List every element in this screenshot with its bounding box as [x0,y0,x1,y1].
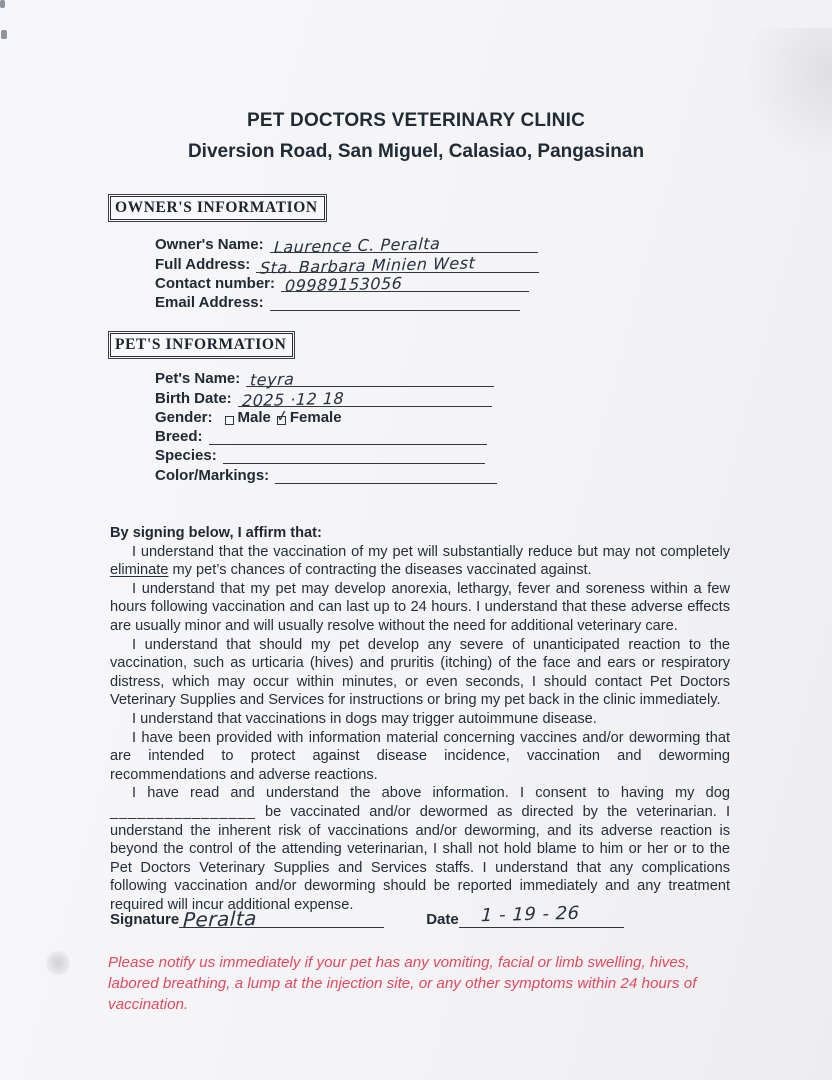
birth-date-field [155,387,497,410]
pet-information-fields [155,368,497,484]
email-address-field [155,292,539,311]
breed-label: Breed: [155,428,203,446]
consent-paragraph-4: I understand that vaccinations in dogs may trigger autoimmune disease. [132,710,597,727]
date-label: Date [426,911,459,928]
color-markings-line [275,467,497,484]
owner-name-line [270,234,538,258]
gender-label: Gender: [155,408,213,426]
consent-p1-text: I understand that the vaccination of my pet will substantially reduce but may not completely [132,543,730,560]
breed-line [209,428,487,445]
full-address-line [256,252,539,278]
owner-information-fields [155,234,539,311]
check-icon: ✓ [274,405,290,426]
consent-p1-text: my pet’s chances of contracting the diseases vaccinated against. [168,562,592,579]
scan-smudge-artifact [46,950,70,976]
email-address-line [270,294,520,311]
consent-paragraph-6 [110,784,730,914]
email-address-label: Email Address: [155,294,264,312]
consent-text-block [110,524,730,914]
species-field [155,445,497,464]
contact-number-handwritten-value: 09989153056 [284,273,403,296]
underlined-word: eliminate [110,562,169,579]
species-line [223,447,485,464]
birth-date-handwritten-value: 2025 ·12 18 [241,388,345,410]
pet-name-line [246,369,494,390]
full-address-label: Full Address: [155,255,251,273]
dog-name-blank: ________________ [110,803,256,820]
male-checkbox [225,416,234,425]
pet-name-field [155,368,497,390]
signature-label: Signature [110,911,180,928]
consent-paragraph-2: I understand that my pet may develop anorexia, lethargy, fever and soreness within a few hours following vaccination and can last up to 24 hours. I understand that these adverse effects are usually minor and will usually resolve without the need for additional veterinary care. [110,580,730,634]
consent-paragraph-5: I have been provided with information material concerning vaccines and/or deworming that are intended to protect against disease incidence, vaccination and deworming recommendations and adverse reactions. [110,729,730,783]
owner-name-field [155,234,539,258]
full-address-handwritten-value: Sta. Barbara Minien West [259,252,477,278]
pet-information-heading: PET'S INFORMATION [110,333,293,357]
signature-block [110,902,730,932]
male-option-label: Male [237,408,271,426]
contact-number-label: Contact number: [155,274,275,292]
birth-date-line [238,388,492,410]
clinic-name: PET DOCTORS VETERINARY CLINIC [247,110,585,131]
owner-information-heading: OWNER'S INFORMATION [110,196,325,220]
birth-date-label: Birth Date: [155,389,232,407]
contact-number-line [281,273,529,296]
color-markings-label: Color/Markings: [155,466,270,484]
clinic-address: Diversion Road, San Miguel, Calasiao, Pangasinan [187,141,645,162]
female-checkbox [274,405,290,426]
full-address-field [155,252,539,278]
species-label: Species: [155,447,217,465]
scan-speck-artifact [1,30,7,39]
consent-p6-text: I have read and understand the above information. I consent to having my dog [132,785,730,802]
pet-name-handwritten-value: teyra [249,369,296,390]
gender-field [155,407,497,426]
signature-handwritten-value: Peralta [182,906,258,932]
consent-p6-text: be vaccinated and/or dewormed as directed by the veterinarian. I understand the inherent risk of vaccinations and/or deworming, and its adverse reaction is beyond the control of the attending veterinarian, I shall not hold blame to him or her or to the Pet Doctors Veterinary Supplies and Services staffs. I understand that any complications following vaccination and/or deworming should be reported immediately and any treatment required will incur additional expense. [110,803,730,913]
consent-paragraph-3: I understand that should my pet develop any severe of unanticipated reaction to the vaccination, such as urticaria (hives) and pruritis (itching) of the face and ears or respiratory distress, which may occur within minutes, or even seconds, I should contact Pet Doctors Veterinary Supplies and Services for instructions or bring my pet back in the clinic immediately. [110,636,730,709]
post-vaccination-notice: Please notify us immediately if your pet has any vomiting, facial or limb swelling, hives, labored breathing, a lump at the injection site, or any other symptoms within 24 hours of vaccination. [108,954,697,1013]
document-header [0,110,832,163]
female-option-label: Female [289,408,342,426]
breed-field [155,426,497,445]
consent-heading: By signing below, I affirm that: [110,525,322,541]
owner-name-handwritten-value: Laurence C. Peralta [273,234,441,258]
consent-paragraph-1 [110,543,730,580]
scan-speck-artifact [0,0,5,8]
pet-name-label: Pet's Name: [155,370,241,388]
date-handwritten-value: 1 - 19 - 26 [480,902,580,927]
color-markings-field [155,464,497,483]
owner-name-label: Owner's Name: [155,236,264,254]
contact-number-field [155,273,539,296]
signature-line [179,906,384,932]
date-line [459,902,624,928]
